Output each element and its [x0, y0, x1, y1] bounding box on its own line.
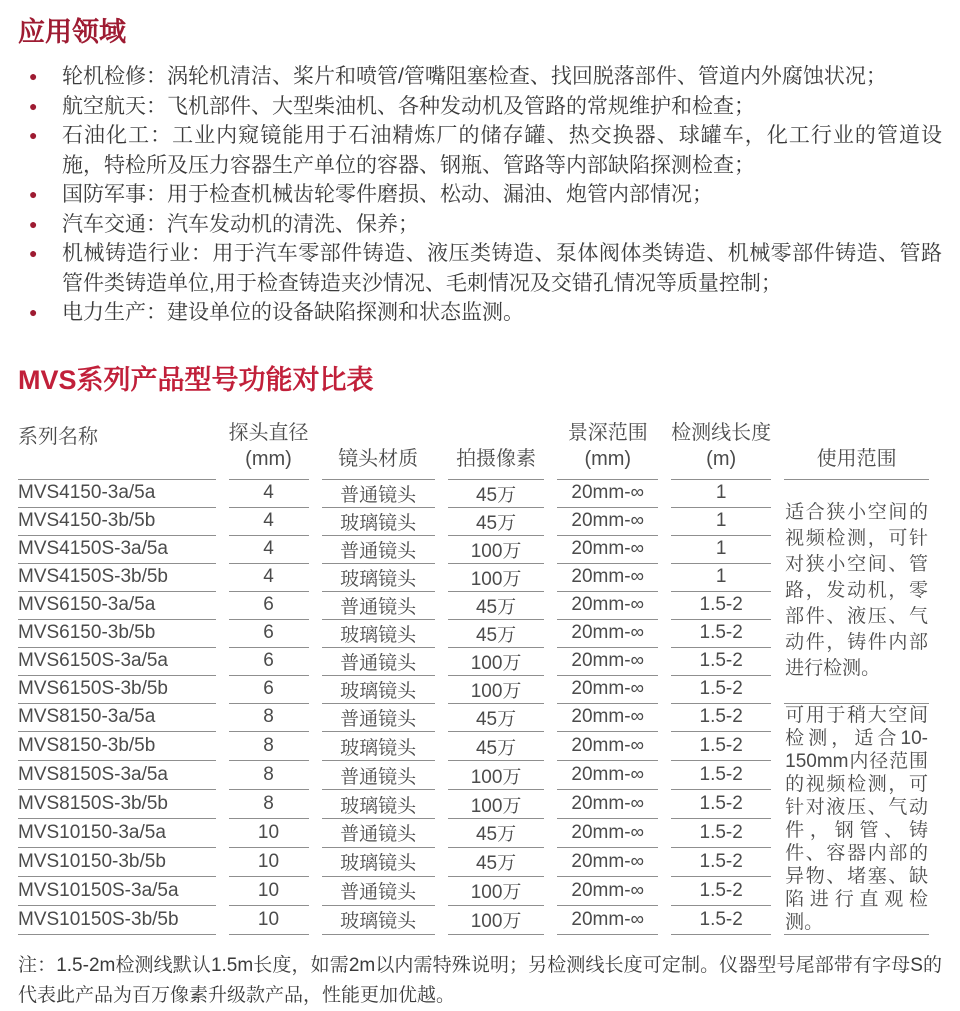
application-item [18, 62, 942, 92]
comparison-table [5, 420, 942, 935]
applications-list [18, 62, 942, 328]
table-cell: 1.5-2 [671, 732, 771, 761]
table-cell: 10 [229, 819, 309, 848]
table-cell: 8 [229, 761, 309, 790]
table-cell: 45万 [448, 848, 545, 877]
column-header [322, 420, 435, 480]
table-cell: 玻璃镜头 [322, 790, 435, 819]
table-cell: 1 [671, 536, 771, 564]
bullet-icon: ● [29, 245, 38, 261]
application-item [18, 180, 942, 210]
application-text: 轮机检修：涡轮机清洁、桨片和喷管/管嘴阻塞检查、找回脱落部件、管道内外腐蚀状况； [62, 65, 887, 88]
table-cell: 45万 [448, 704, 545, 733]
series-name-cell: MVS8150-3b/5b [18, 732, 216, 761]
table-cell: 20mm-∞ [557, 480, 658, 508]
comparison-section-title: MVS系列产品型号功能对比表 [18, 364, 374, 395]
table-note: 注：1.5-2m检测线默认1.5m长度，如需2m以内需特殊说明；另检测线长度可定制。仪器型号尾部带有字母S的代表此产品为百万像素升级款产品，性能更加优越。 [18, 954, 942, 1006]
table-cell: 普通镜头 [322, 819, 435, 848]
series-name-cell: MVS10150-3b/5b [18, 848, 216, 877]
table-cell: 6 [229, 648, 309, 676]
application-text: 国防军事：用于检查机械齿轮零件磨损、松动、漏油、炮管内部情况； [62, 183, 713, 206]
table-cell: 100万 [448, 790, 545, 819]
column-label: 拍摄像素 [456, 447, 537, 470]
column-header [448, 420, 545, 480]
table-row [18, 704, 929, 733]
application-item [18, 210, 942, 240]
table-cell: 45万 [448, 592, 545, 620]
table-cell: 100万 [448, 761, 545, 790]
table-cell: 20mm-∞ [557, 790, 658, 819]
table-cell: 10 [229, 906, 309, 935]
table-cell: 45万 [448, 732, 545, 761]
table-cell: 普通镜头 [322, 761, 435, 790]
column-header [229, 420, 309, 480]
table-cell: 6 [229, 592, 309, 620]
column-label: 使用范围 [816, 447, 897, 470]
series-name-cell: MVS6150-3b/5b [18, 620, 216, 648]
table-cell: 20mm-∞ [557, 536, 658, 564]
bullet-icon: ● [29, 304, 38, 320]
application-item [18, 298, 942, 328]
table-cell: 20mm-∞ [557, 508, 658, 536]
column-header [784, 420, 929, 480]
table-cell: 1.5-2 [671, 906, 771, 935]
table-cell: 10 [229, 848, 309, 877]
series-name-cell: MVS8150S-3b/5b [18, 790, 216, 819]
series-name-cell: MVS8150-3a/5a [18, 704, 216, 733]
table-cell: 1.5-2 [671, 592, 771, 620]
table-cell: 100万 [448, 648, 545, 676]
table-cell: 玻璃镜头 [322, 906, 435, 935]
table-cell: 1.5-2 [671, 648, 771, 676]
usage-range-cell: 可用于稍大空间检测，适合10-150mm内径范围的视频检测，可针对液压、气动件，钢管、铸件、容器内部的异物、堵塞、缺陷进行直观检测。 [785, 704, 928, 933]
table-cell: 20mm-∞ [557, 819, 658, 848]
bullet-icon: ● [29, 186, 38, 202]
table-cell: 1.5-2 [671, 704, 771, 733]
column-label: 探头直径 [228, 421, 309, 444]
table-cell: 1.5-2 [671, 819, 771, 848]
table-cell: 普通镜头 [322, 877, 435, 906]
table-cell: 1.5-2 [671, 848, 771, 877]
applications-section-title: 应用领域 [18, 17, 126, 47]
table-cell: 4 [229, 536, 309, 564]
table-cell: 普通镜头 [322, 648, 435, 676]
table-cell: 8 [229, 790, 309, 819]
series-name-cell: MVS6150-3a/5a [18, 592, 216, 620]
series-name-cell: MVS4150S-3b/5b [18, 564, 216, 592]
column-unit: (m) [706, 447, 737, 470]
table-row [18, 480, 929, 508]
table-cell: 45万 [448, 620, 545, 648]
table-cell: 6 [229, 676, 309, 704]
table-cell: 普通镜头 [322, 592, 435, 620]
table-header-row [18, 420, 929, 480]
column-unit: (mm) [245, 447, 292, 470]
table-cell: 1.5-2 [671, 620, 771, 648]
application-text: 航空航天：飞机部件、大型柴油机、各种发动机及管路的常规维护和检查； [62, 94, 755, 118]
table-cell: 8 [229, 732, 309, 761]
table-cell: 100万 [448, 676, 545, 704]
series-name-cell: MVS10150S-3b/5b [18, 906, 216, 935]
table-cell: 1.5-2 [671, 676, 771, 704]
application-item [18, 239, 942, 298]
table-cell: 1 [671, 564, 771, 592]
series-name-cell: MVS4150-3a/5a [18, 480, 216, 508]
application-text: 汽车交通：汽车发动机的清洗、保养； [62, 212, 419, 236]
table-cell: 玻璃镜头 [322, 848, 435, 877]
table-cell: 20mm-∞ [557, 732, 658, 761]
table-cell: 20mm-∞ [557, 676, 658, 704]
table-cell: 20mm-∞ [557, 877, 658, 906]
column-unit: (mm) [584, 447, 632, 470]
series-name-cell: MVS10150-3a/5a [18, 819, 216, 848]
table-cell: 20mm-∞ [557, 906, 658, 935]
table-cell: 玻璃镜头 [322, 508, 435, 536]
series-name-cell: MVS6150S-3b/5b [18, 676, 216, 704]
table-cell: 1.5-2 [671, 790, 771, 819]
table-cell: 1 [671, 480, 771, 508]
table-cell: 8 [229, 704, 309, 733]
column-header [18, 420, 216, 480]
bullet-icon: ● [29, 127, 38, 143]
table-cell: 20mm-∞ [557, 761, 658, 790]
table-cell: 玻璃镜头 [322, 564, 435, 592]
table-cell: 普通镜头 [322, 704, 435, 733]
table-cell: 20mm-∞ [557, 648, 658, 676]
series-name-cell: MVS6150S-3a/5a [18, 648, 216, 676]
table-cell: 1.5-2 [671, 761, 771, 790]
table-cell: 20mm-∞ [557, 704, 658, 733]
application-text: 机械铸造行业：用于汽车零部件铸造、液压类铸造、泵体阀体类铸造、机械零部件铸造、管路管件类铸造单位,用于检查铸造夹沙情况、毛刺情况及交错孔情况等质量控制； [62, 242, 942, 295]
table-cell: 1 [671, 508, 771, 536]
column-header [671, 420, 771, 480]
table-cell: 4 [229, 480, 309, 508]
table-cell: 玻璃镜头 [322, 676, 435, 704]
bullet-icon: ● [29, 215, 38, 232]
table-cell: 玻璃镜头 [322, 732, 435, 761]
table-cell: 20mm-∞ [557, 848, 658, 877]
table-cell: 45万 [448, 508, 545, 536]
series-name-cell: MVS10150S-3a/5a [18, 877, 216, 906]
table-cell: 普通镜头 [322, 480, 435, 508]
application-text: 石油化工：工业内窥镜能用于石油精炼厂的储存罐、热交换器、球罐车，化工行业的管道设施，特检所及压力容器生产单位的容器、钢瓶、管路等内部缺陷探测检查； [62, 124, 942, 177]
column-header [557, 420, 658, 480]
table-cell: 10 [229, 877, 309, 906]
column-label: 检测线长度 [671, 421, 772, 444]
table-cell: 100万 [448, 536, 545, 564]
table-cell: 100万 [448, 564, 545, 592]
table-cell: 普通镜头 [322, 536, 435, 564]
table-cell: 4 [229, 564, 309, 592]
table-cell: 45万 [448, 480, 545, 508]
table-cell: 20mm-∞ [557, 620, 658, 648]
application-item [18, 121, 942, 180]
table-cell: 6 [229, 620, 309, 648]
column-label: 镜头材质 [338, 447, 419, 470]
table-cell: 20mm-∞ [557, 564, 658, 592]
application-item [18, 92, 942, 122]
table-cell: 100万 [448, 877, 545, 906]
application-text: 电力生产：建设单位的设备缺陷探测和状态监测。 [62, 301, 524, 324]
series-name-cell: MVS8150S-3a/5a [18, 761, 216, 790]
table-cell: 45万 [448, 819, 545, 848]
column-label: 系列名称 [18, 425, 98, 448]
table-cell: 玻璃镜头 [322, 620, 435, 648]
table-header [18, 420, 929, 480]
bullet-icon: ● [29, 68, 38, 84]
table-cell: 100万 [448, 906, 545, 935]
bullet-icon: ● [29, 97, 38, 114]
series-name-cell: MVS4150-3b/5b [18, 508, 216, 536]
table-body [18, 480, 929, 935]
usage-range-cell: 适合狭小空间的视频检测，可针对狭小空间、管路，发动机，零部件、液压、气动件，铸件内部进行检测。 [784, 480, 929, 704]
table-cell: 1.5-2 [671, 877, 771, 906]
column-label: 景深范围 [567, 421, 648, 444]
table-cell: 20mm-∞ [557, 592, 658, 620]
series-name-cell: MVS4150S-3a/5a [18, 536, 216, 564]
table-cell: 4 [229, 508, 309, 536]
